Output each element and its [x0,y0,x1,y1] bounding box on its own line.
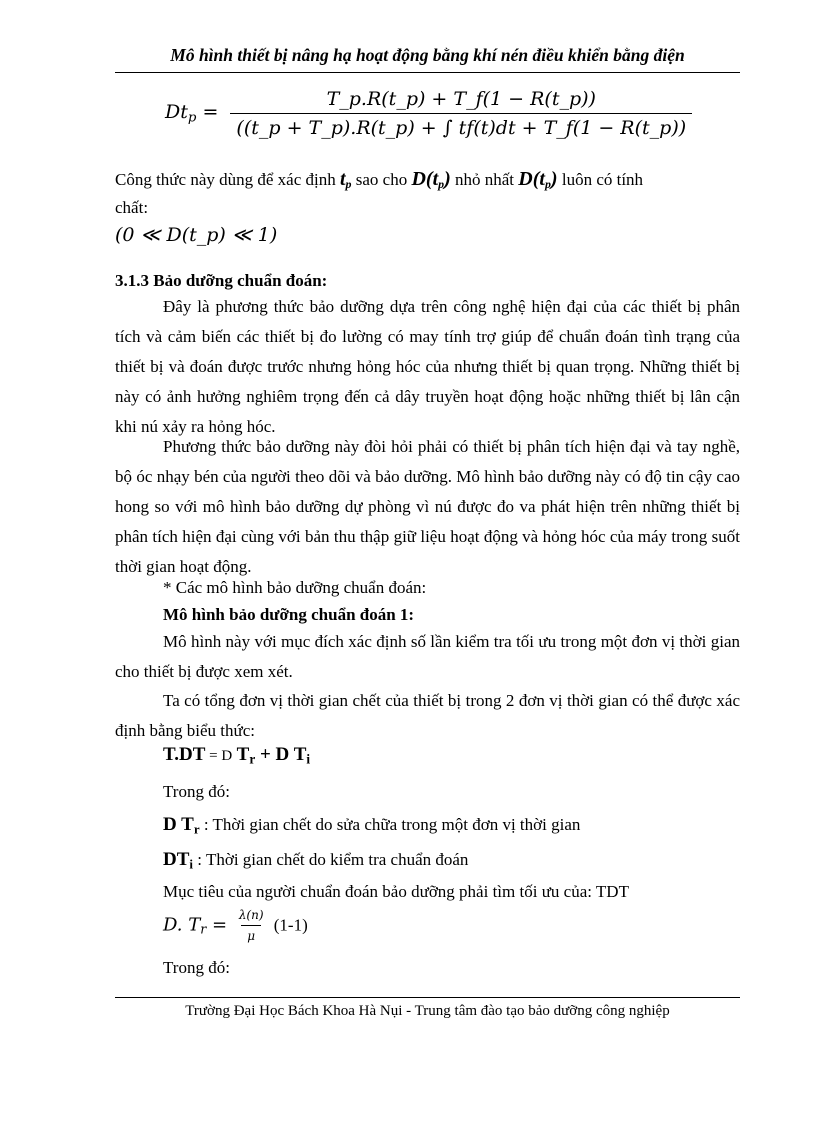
formula-dtp-lhs: $Dt_p$ = [165,101,219,126]
paragraph-3: Mô hình này với mục đích xác định số lần kiểm tra tối ưu trong một đơn vị thời gian cho thiết bị được xem xét. [115,632,740,681]
formula-dtp [165,88,692,139]
paragraph-1: Đây là phương thức bảo dưỡng dựa trên công nghệ hiện đại của các thiết bị phân tích và cảm biến các thiết bị đo lường có may tính trợ giúp để chuẩn đoán tình trạng của thiết bị và đoán được trước nhưng hỏng hóc của nhưng thiết bị quan trọng. Những thiết bị này có ảnh hưởng nghiêm trọng đến cả dây truyền hoạt động hoặc những thiết bị lân cận khi nú xảy ra hỏng hóc. [115,297,740,436]
formula-dtp-numerator: T_p.R(t_p) + T_f(1 − R(t_p)) [326,88,596,110]
formula-explanation-line: Công thức này dùng để xác định $t_p$ sao cho $D(t_p)$ nhỏ nhất $D(t_p)$ luôn có tính [115,168,644,191]
page-footer: Trường Đại Học Bách Khoa Hà Nụi - Trung tâm đào tạo bảo dưỡng công nghiệp [185,1003,670,1019]
formula-dtp-denominator: ((t_p + T_p).R(t_p) + ∫ tf(t)dt + T_f(1 − R(t_p)) [230,113,692,139]
page-header: Mô hình thiết bị nâng hạ hoạt động bằng khí nén điều khiển bằng điện [170,45,685,65]
where-label-2: Trong đó: [163,958,230,977]
inequality-formula: (0 ≪ D(t_p) ≪ 1) [115,224,278,246]
model-1-heading: Mô hình bảo dưỡng chuẩn đoán 1: [163,605,415,624]
objective-line: Mục tiêu của người chuẩn đoán bảo dưỡng phải tìm tối ưu của: TDT [163,882,629,901]
header-divider [115,72,740,73]
paragraph-4: Ta có tổng đơn vị thời gian chết của thiết bị trong 2 đơn vị thời gian có thể được xác định bằng biểu thức: [115,691,740,740]
formula-dtp-fraction [230,88,692,139]
footer-divider [115,997,740,998]
definition-inspection-downtime: $DT_i$ : Thời gian chết do kiểm tra chuẩn đoán [163,849,469,872]
formula-1-1-fraction: $\frac{\lambda(n)}{\mu}$ [238,908,264,943]
formula-1-1: D. $T_r$ = $\frac{\lambda(n)}{\mu}$ (1-1) [163,908,308,943]
paragraph-2: Phương thức bảo dưỡng này đòi hỏi phải có thiết bị phân tích hiện đại và tay nghề, bộ óc nhạy bén của người theo dõi và bảo dưỡng. Mô hình bảo dưỡng này có độ tin cậy cao hong so với mô hình bảo dưỡng dự phòng vì nú được đo va phát hiện trên những thiết bị phân tích hiện đại cùng với bản thu thập giữ liệu hoạt động và hỏng hóc của máy trong suốt thời gian hoạt động. [115,437,740,576]
tdt-formula: T.DT = D $T_r + D$ $T_i$ [163,744,311,767]
formula-explanation-line-2: chất: [115,198,149,217]
definition-repair-downtime: D $T_r$ : Thời gian chết do sửa chữa trong một đơn vị thời gian [163,814,581,837]
where-label-1: Trong đó: [163,782,230,801]
models-intro: * Các mô hình bảo dưỡng chuẩn đoán: [163,578,427,597]
section-heading: 3.1.3 Bảo dưỡng chuẩn đoán: [115,271,328,290]
